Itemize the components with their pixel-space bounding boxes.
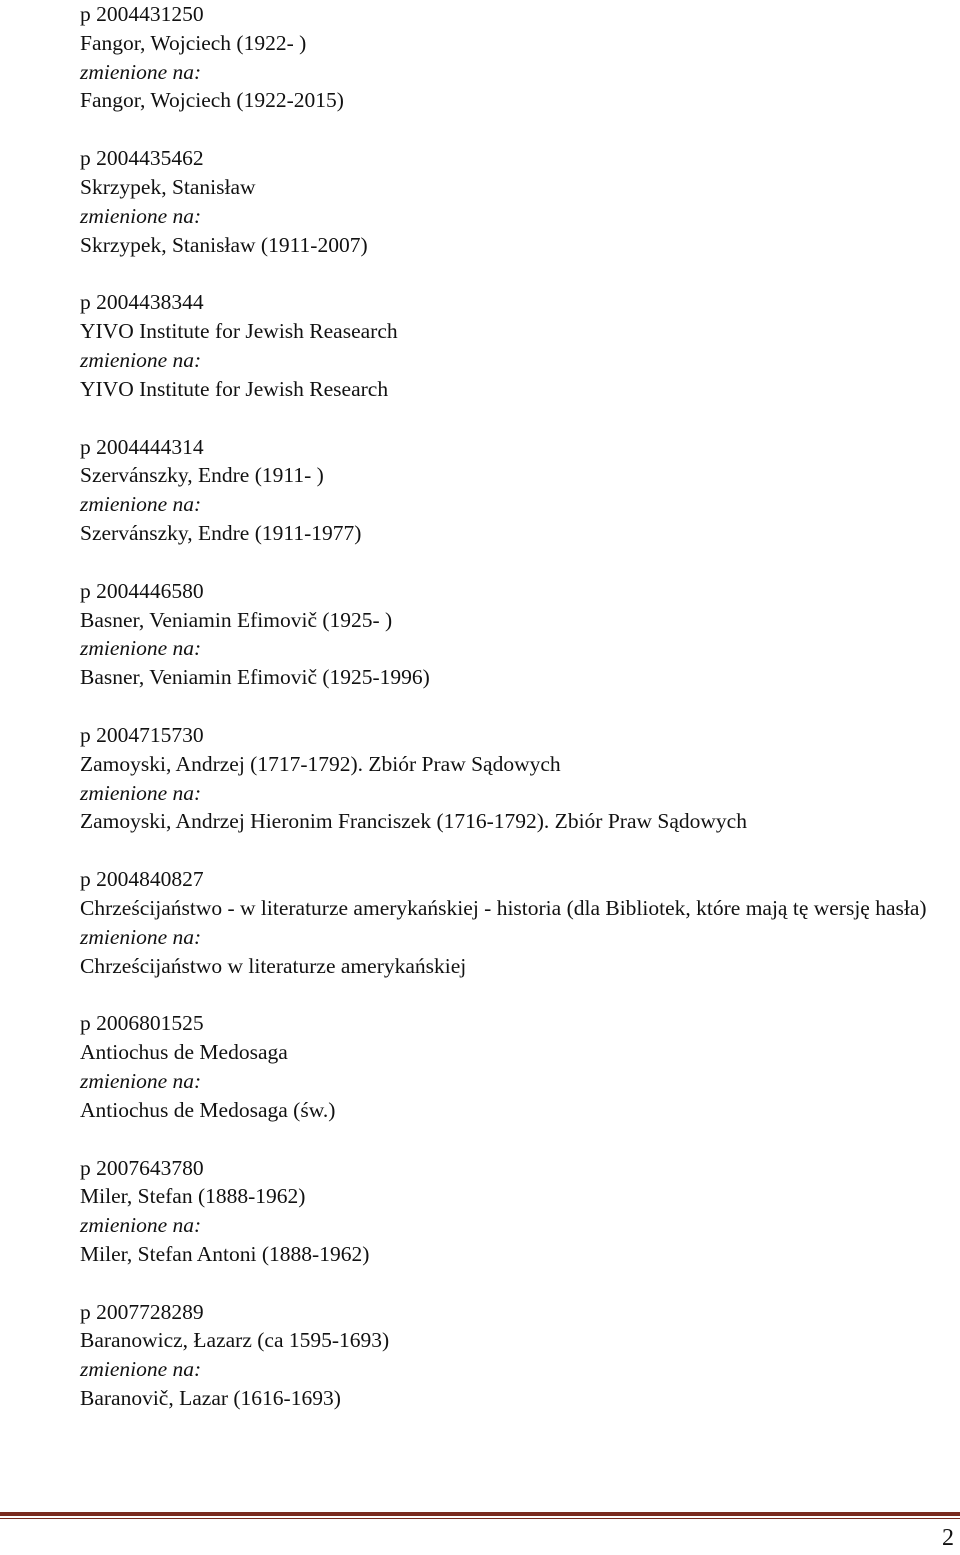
- old-heading: Chrześcijaństwo - w literaturze amerykańskiej - historia (dla Bibliotek, które mają tę wersję hasła): [80, 895, 927, 920]
- changed-to-label: zmienione na:: [80, 1357, 202, 1382]
- footer-divider-thick: [0, 1512, 960, 1516]
- new-heading: Zamoyski, Andrzej Hieronim Franciszek (1716-1792). Zbiór Praw Sądowych: [80, 809, 747, 834]
- old-heading: Fangor, Wojciech (1922- ): [80, 30, 307, 55]
- new-heading: Skrzypek, Stanisław (1911-2007): [80, 232, 368, 257]
- changed-to-label: zmienione na:: [80, 636, 202, 661]
- record-id: p 2004435462: [80, 146, 204, 171]
- footer-divider-thin: [0, 1518, 960, 1519]
- footer-divider: [0, 1512, 960, 1519]
- old-heading: Antiochus de Medosaga: [80, 1040, 288, 1065]
- new-heading: YIVO Institute for Jewish Research: [80, 376, 389, 401]
- changed-to-label: zmienione na:: [80, 59, 202, 84]
- entry: [80, 288, 950, 403]
- changed-to-label: zmienione na:: [80, 780, 202, 805]
- document-body: [80, 0, 950, 1442]
- record-id: p 2007643780: [80, 1155, 204, 1180]
- new-heading: Miler, Stefan Antoni (1888-1962): [80, 1241, 370, 1266]
- entry: [80, 0, 950, 115]
- new-heading: Chrześcijaństwo w literaturze amerykańskiej: [80, 953, 467, 978]
- changed-to-label: zmienione na:: [80, 1213, 202, 1238]
- old-heading: Zamoyski, Andrzej (1717-1792). Zbiór Praw Sądowych: [80, 751, 561, 776]
- page-number: 2: [942, 1525, 954, 1551]
- changed-to-label: zmienione na:: [80, 492, 202, 517]
- new-heading: Fangor, Wojciech (1922-2015): [80, 88, 344, 113]
- changed-to-label: zmienione na:: [80, 924, 202, 949]
- record-id: p 2004431250: [80, 2, 204, 26]
- record-id: p 2007728289: [80, 1299, 204, 1324]
- entry: [80, 721, 950, 836]
- entry: [80, 433, 950, 548]
- old-heading: Baranowicz, Łazarz (ca 1595-1693): [80, 1328, 390, 1353]
- changed-to-label: zmienione na:: [80, 347, 202, 372]
- entry: [80, 1298, 950, 1413]
- new-heading: Basner, Veniamin Efimovič (1925-1996): [80, 665, 430, 690]
- changed-to-label: zmienione na:: [80, 1068, 202, 1093]
- old-heading: Miler, Stefan (1888-1962): [80, 1184, 306, 1209]
- old-heading: YIVO Institute for Jewish Reasearch: [80, 319, 398, 344]
- record-id: p 2004444314: [80, 434, 204, 459]
- old-heading: Skrzypek, Stanisław: [80, 174, 256, 199]
- record-id: p 2004438344: [80, 290, 204, 315]
- old-heading: Basner, Veniamin Efimovič (1925- ): [80, 607, 393, 632]
- record-id: p 2004446580: [80, 578, 204, 603]
- record-id: p 2004840827: [80, 867, 204, 892]
- new-heading: Baranovič, Lazar (1616-1693): [80, 1386, 341, 1411]
- entry: [80, 1154, 950, 1269]
- entry: [80, 144, 950, 259]
- record-id: p 2004715730: [80, 722, 204, 747]
- record-id: p 2006801525: [80, 1011, 204, 1036]
- new-heading: Antiochus de Medosaga (św.): [80, 1097, 336, 1122]
- entry: [80, 577, 950, 692]
- new-heading: Szervánszky, Endre (1911-1977): [80, 520, 362, 545]
- old-heading: Szervánszky, Endre (1911- ): [80, 463, 324, 488]
- changed-to-label: zmienione na:: [80, 203, 202, 228]
- entry: [80, 1009, 950, 1124]
- entry: [80, 865, 950, 980]
